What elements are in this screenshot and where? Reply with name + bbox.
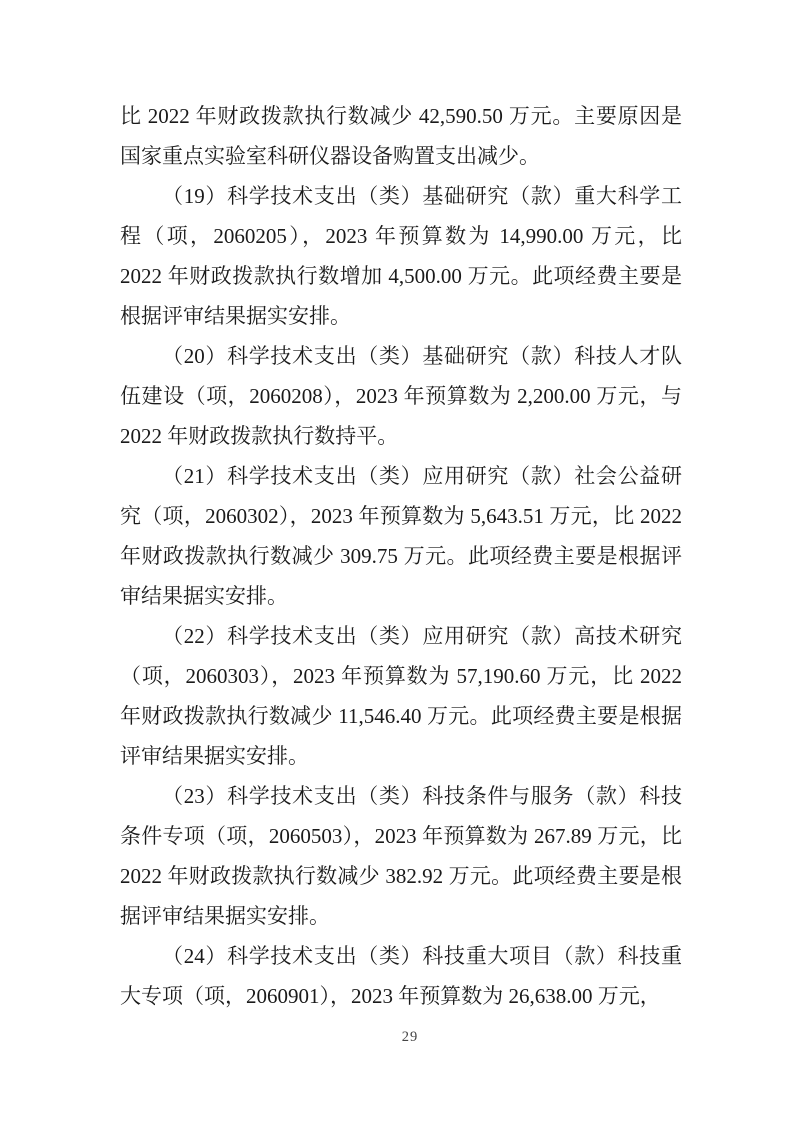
document-body (120, 96, 682, 1016)
paragraph-item-20: （20）科学技术支出（类）基础研究（款）科技人才队伍建设（项，2060208），2023 年预算数为 2,200.00 万元，与 2022 年财政拨款执行数持平。 (120, 344, 682, 448)
page-number: 29 (401, 1029, 419, 1045)
paragraph-item-22: （22）科学技术支出（类）应用研究（款）高技术研究（项，2060303），2023 年预算数为 57,190.60 万元，比 2022 年财政拨款执行数减少 11,546.40 万元。此项经费主要是根据评审结果据实安排。 (120, 624, 682, 768)
paragraph-item-23: （23）科学技术支出（类）科技条件与服务（款）科技条件专项（项，2060503），2023 年预算数为 267.89 万元，比 2022 年财政拨款执行数减少 382.92 万元。此项经费主要是根据评审结果据实安排。 (120, 784, 682, 928)
paragraph-continuation: 比 2022 年财政拨款执行数减少 42,590.50 万元。主要原因是国家重点实验室科研仪器设备购置支出减少。 (120, 104, 682, 168)
paragraph-item-21: （21）科学技术支出（类）应用研究（款）社会公益研究（项，2060302），2023 年预算数为 5,643.51 万元，比 2022 年财政拨款执行数减少 309.75 万元。此项经费主要是根据评审结果据实安排。 (120, 464, 682, 608)
paragraph-item-19: （19）科学技术支出（类）基础研究（款）重大科学工程（项，2060205），2023 年预算数为 14,990.00 万元，比 2022 年财政拨款执行数增加 4,500.00 万元。此项经费主要是根据评审结果据实安排。 (120, 184, 682, 328)
paragraph-item-24: （24）科学技术支出（类）科技重大项目（款）科技重大专项（项，2060901），2023 年预算数为 26,638.00 万元， (120, 944, 682, 1008)
